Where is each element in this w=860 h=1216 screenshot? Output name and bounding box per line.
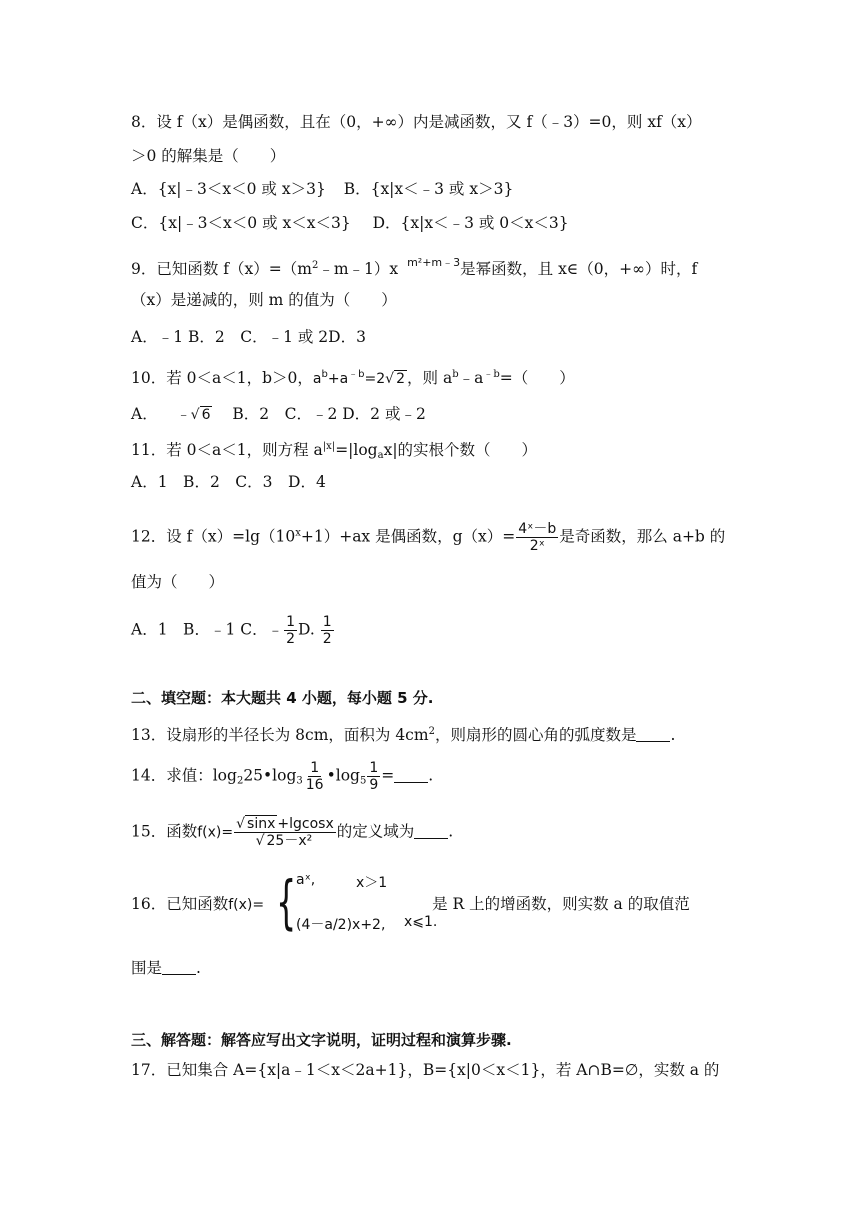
q14-fraction-2: $\frac{1}{9}$ <box>369 760 379 793</box>
q16-case1-condition: x＞1 <box>356 875 388 891</box>
q15-function-name: f(x)= <box>197 824 234 841</box>
q14-fraction-1: $\frac{1}{16}$ <box>305 760 324 793</box>
q12-stem-line2: 值为（ ） <box>131 573 225 591</box>
q12-stem-line1: 12．设 $f(x)=\lg(10^x+1)+ax$ 是偶函数，g（x）= $\frac{\text{4ˣ－b}}{\text{2ˣ}}$ 是奇函数，那么 a+b 的 <box>131 521 726 554</box>
q12-option-d-fraction: $\frac{1}{2}$ <box>322 614 332 647</box>
q16-stem-line2: 围是 . <box>131 959 201 977</box>
q15-stem: 15．函数f(x)= $\frac{√ \sin x +lgcosx}{\text{√ 25－x²}}$ 的定义域为 . <box>131 816 454 849</box>
q13-answer-blank <box>636 727 670 742</box>
q16-function-name: f(x)= <box>228 897 265 913</box>
q15-answer-blank <box>414 824 448 839</box>
q16-case1-expr: aˣ, <box>296 872 316 888</box>
q9-stem-line1 <box>131 253 697 279</box>
q8-options-row2 <box>131 213 569 233</box>
q10-stem: 10．若 0＜a＜1，b＞0，$a^b+a^{﹣b}=2√$ 2 ，则 $a^b﹣a^{﹣b}=$（ ） <box>131 369 575 387</box>
q10-text-post: ，则 a <box>407 369 453 387</box>
q14-answer-blank <box>394 768 428 783</box>
q8-option-d: D．{x|x＜﹣3 或 0＜x＜3} <box>372 214 569 232</box>
q13-stem: 13．设扇形的半径长为 8cm，面积为 $4cm^2$，则扇形的圆心角的弧度数是 . <box>131 726 676 744</box>
section-fill-in-heading: 二、填空题：本大题共 4 小题，每小题 5 分. <box>131 689 434 707</box>
q9-text-post: 是幂函数，且 x∈（0，+∞）时，f <box>460 260 698 278</box>
q9-options: A．﹣1 B．2 C．﹣1 或 2D．3 <box>131 328 366 346</box>
q10-options <box>131 404 426 425</box>
q14-stem: 14．求值：$\log_225•\log_3$ $\frac{1}{16}$ $•\log_5$ $\frac{1}{9}$ = . <box>131 760 434 793</box>
q16-piecewise-brace: { <box>276 868 297 936</box>
section-solution-heading: 三、解答题：解答应写出文字说明，证明过程和演算步骤. <box>131 1031 512 1049</box>
q11-options: A．1 B．2 C．3 D．4 <box>131 473 326 491</box>
q10-equation: $a^b+a^{﹣b}=2√$ 2 <box>312 369 406 387</box>
q8-option-b: B．{x|x＜﹣3 或 x＞3} <box>343 180 514 198</box>
q9-stem-line2: （x）是递减的，则 m 的值为（ ） <box>131 291 397 309</box>
q12-option-c-fraction: $\frac{1}{2}$ <box>286 614 296 647</box>
q9-text-pre: 9．已知函数 f（x）=（m <box>131 260 312 278</box>
q9-square: 2 <box>311 260 319 271</box>
q8-option-a: A．{x|﹣3＜x＜0 或 x＞3} <box>131 180 326 198</box>
q16-stem-line1: 16．已知函数f(x)= 是 R 上的增函数，则实数 a 的取值范 <box>131 895 690 913</box>
q8-options-row1 <box>131 179 513 199</box>
q10-option-a-value: ﹣√ 6 <box>176 407 211 423</box>
q10-text-pre: 10．若 0＜a＜1，b＞0， <box>131 369 313 387</box>
q11-stem: 11．若 0＜a＜1，则方程 $a^{|x|}=|\log_ax|$的实根个数（ ） <box>131 441 538 461</box>
q16-case2-expr: (4－a/2)x+2, <box>296 917 386 933</box>
q8-stem-line2: ＞0 的解集是（ ） <box>131 147 286 165</box>
q12-fraction: $\frac{\text{4ˣ－b}}{\text{2ˣ}}$ <box>518 521 557 554</box>
q17-stem: 17．已知集合 A={x|a﹣1＜x＜2a+1}，B={x|0＜x＜1}，若 A∩B=∅，实数 a 的 <box>131 1061 720 1079</box>
q9-text-mid: ﹣m﹣1）x <box>318 260 399 278</box>
q16-answer-blank <box>162 960 196 975</box>
q9-exponent: m²+m﹣3 <box>407 256 461 269</box>
q8-option-c: C．{x|﹣3＜x＜0 或 x＜x＜3} <box>131 214 351 232</box>
q10-options-rest: B．2 C．﹣2 D．2 或﹣2 <box>232 405 426 423</box>
q16-case2-condition: x⩽1. <box>404 914 438 930</box>
q12-options: A．1 B．﹣1 C．﹣ $\frac{1}{2}$ D. $\frac{1}{2}$ <box>131 614 332 647</box>
q8-stem-line1: 8．设 f（x）是偶函数，且在（0，+∞）内是减函数，又 f（﹣3）=0，则 xf（x） <box>131 113 702 131</box>
q10-option-a-label: A． <box>131 405 158 423</box>
q15-fraction: $\frac{√ \sin x +lgcosx}{\text{√ 25－x²}}$ <box>236 816 334 849</box>
